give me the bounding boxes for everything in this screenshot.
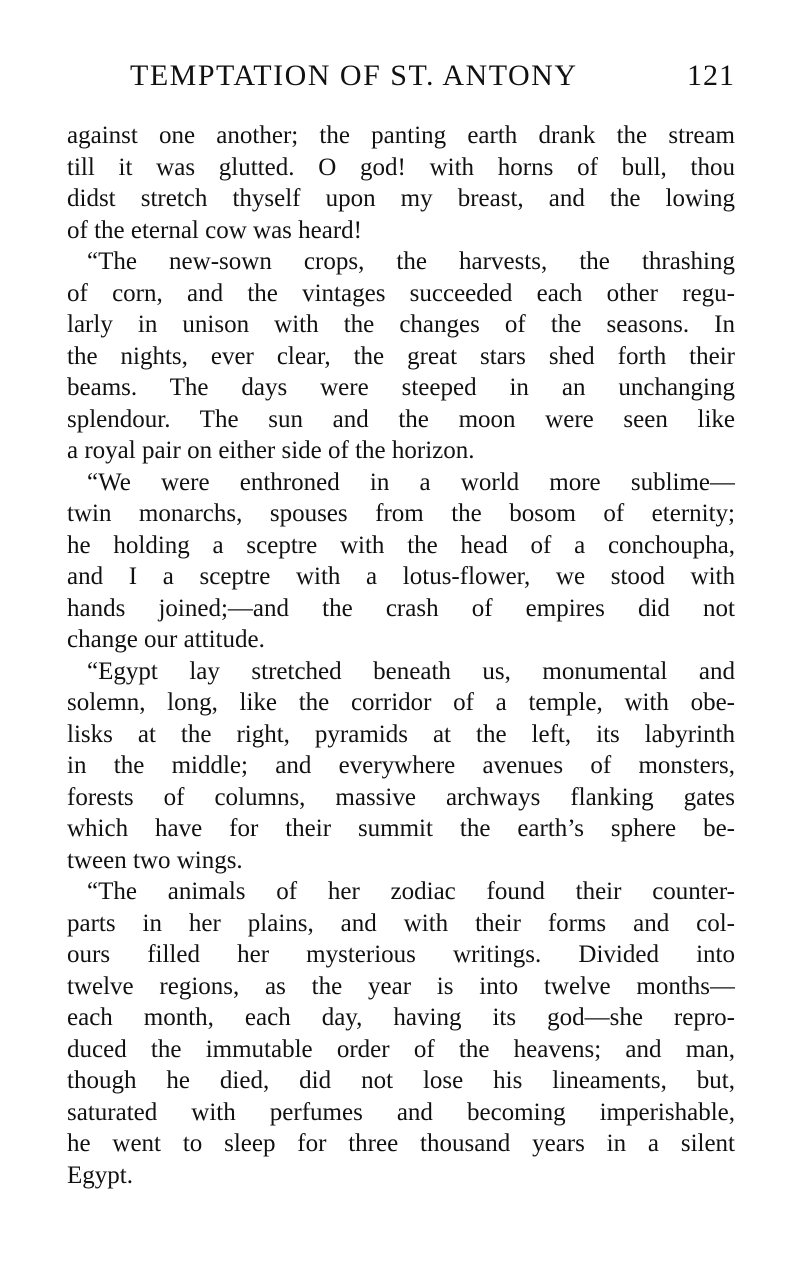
text-line: tween two wings. (67, 846, 243, 874)
text-line: and I a sceptre with a lotus-flower, we stood with (67, 563, 735, 590)
text-line: ours filled her mysterious writings. Divided into (67, 941, 735, 968)
text-line: larly in unison with the changes of the seasons. In (67, 311, 735, 338)
text-line: twin monarchs, spouses from the bosom of eternity; (67, 500, 735, 527)
text-line: twelve regions, as the year is into twelve months— (67, 972, 735, 1000)
text-line: he went to sleep for three thousand years in a silent (67, 1130, 735, 1157)
text-line: saturated with perfumes and becoming imperishable, (67, 1098, 735, 1126)
text-line: splendour. The sun and the moon were seen like (67, 405, 735, 433)
text-line: beams. The days were steeped in an unchanging (67, 374, 735, 401)
running-head-title: TEMPTATION OF ST. ANTONY (130, 59, 578, 92)
text-line: lisks at the right, pyramids at the left, its labyrinth (67, 720, 735, 748)
text-line: the nights, ever clear, the great stars shed forth their (67, 342, 735, 370)
text-line: “The animals of her zodiac found their counter- (87, 878, 735, 905)
text-line: “We were enthroned in a world more sublime— (87, 468, 735, 496)
text-line: which have for their summit the earth’s sphere be- (67, 815, 735, 842)
running-head (130, 58, 735, 94)
text-line: a royal pair on either side of the horizon. (67, 437, 475, 464)
page-number: 121 (687, 59, 735, 92)
text-line: each month, each day, having its god—she repro- (67, 1004, 735, 1031)
text-line: against one another; the panting earth drank the stream (67, 122, 735, 149)
body-text (67, 120, 735, 1191)
text-line: forests of columns, massive archways flanking gates (67, 783, 735, 811)
text-line: Egypt. (67, 1161, 133, 1189)
text-line: hands joined;—and the crash of empires did not (67, 594, 735, 622)
text-line: “The new-sown crops, the harvests, the thrashing (87, 248, 735, 275)
text-line: till it was glutted. O god! with horns of bull, thou (67, 153, 735, 181)
text-line: duced the immutable order of the heavens; and man, (67, 1035, 735, 1063)
text-line: change our attitude. (67, 626, 265, 653)
text-line: parts in her plains, and with their forms and col- (67, 909, 735, 937)
text-line: in the middle; and everywhere avenues of monsters, (67, 752, 735, 779)
text-line: “Egypt lay stretched beneath us, monumental and (87, 657, 735, 685)
text-line: solemn, long, like the corridor of a temple, with obe- (67, 689, 735, 716)
text-line: of the eternal cow was heard! (67, 216, 362, 244)
text-line: he holding a sceptre with the head of a conchoupha, (67, 531, 735, 559)
text-line: of corn, and the vintages succeeded each other regu- (67, 279, 735, 307)
text-line: didst stretch thyself upon my breast, and the lowing (67, 185, 735, 212)
text-line: though he died, did not lose his lineaments, but, (67, 1067, 735, 1094)
